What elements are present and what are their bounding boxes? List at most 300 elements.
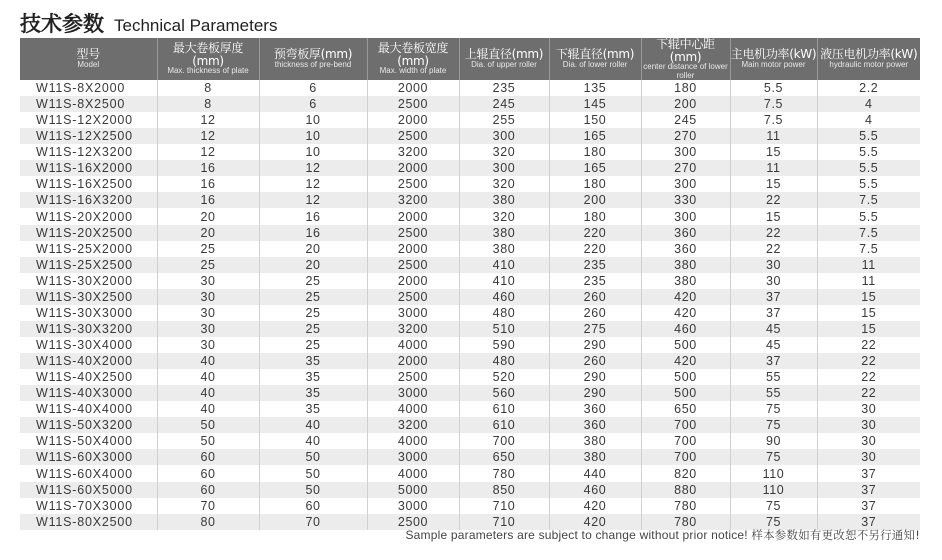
value-cell: 300 <box>641 144 730 160</box>
value-cell: 110 <box>730 465 817 481</box>
value-cell: 40 <box>157 369 259 385</box>
value-cell: 420 <box>549 498 641 514</box>
value-cell: 12 <box>157 128 259 144</box>
value-cell: 3200 <box>367 417 459 433</box>
value-cell: 16 <box>259 225 367 241</box>
value-cell: 3200 <box>367 192 459 208</box>
table-row <box>20 176 920 192</box>
value-cell: 37 <box>730 305 817 321</box>
column-header <box>641 38 730 80</box>
model-cell: W11S-16X2500 <box>20 176 157 192</box>
value-cell: 12 <box>259 192 367 208</box>
column-header-cn: 下辊中心距(mm) <box>656 37 715 64</box>
value-cell: 30 <box>817 417 920 433</box>
model-cell: W11S-60X3000 <box>20 449 157 465</box>
table-row <box>20 241 920 257</box>
column-header <box>549 38 641 80</box>
model-cell: W11S-20X2000 <box>20 208 157 224</box>
value-cell: 330 <box>641 192 730 208</box>
value-cell: 35 <box>259 353 367 369</box>
value-cell: 3200 <box>367 321 459 337</box>
value-cell: 780 <box>641 514 730 530</box>
value-cell: 245 <box>641 112 730 128</box>
value-cell: 135 <box>549 80 641 96</box>
value-cell: 37 <box>817 482 920 498</box>
value-cell: 260 <box>549 305 641 321</box>
value-cell: 75 <box>730 417 817 433</box>
table-row <box>20 321 920 337</box>
value-cell: 270 <box>641 128 730 144</box>
column-header-en: Max. width of plate <box>379 66 447 76</box>
value-cell: 45 <box>730 321 817 337</box>
value-cell: 30 <box>157 273 259 289</box>
value-cell: 235 <box>549 257 641 273</box>
value-cell: 2500 <box>367 514 459 530</box>
value-cell: 610 <box>459 417 549 433</box>
value-cell: 3000 <box>367 385 459 401</box>
model-cell: W11S-50X3200 <box>20 417 157 433</box>
table-row <box>20 465 920 481</box>
value-cell: 40 <box>259 433 367 449</box>
value-cell: 360 <box>641 225 730 241</box>
footnote <box>405 527 920 543</box>
table-row <box>20 385 920 401</box>
table-row <box>20 112 920 128</box>
value-cell: 2500 <box>367 225 459 241</box>
value-cell: 75 <box>730 498 817 514</box>
value-cell: 290 <box>549 385 641 401</box>
value-cell: 15 <box>817 321 920 337</box>
table-row <box>20 498 920 514</box>
value-cell: 16 <box>157 160 259 176</box>
value-cell: 10 <box>259 112 367 128</box>
table-row <box>20 353 920 369</box>
value-cell: 290 <box>549 369 641 385</box>
value-cell: 2000 <box>367 112 459 128</box>
value-cell: 260 <box>549 353 641 369</box>
model-cell: W11S-8X2500 <box>20 96 157 112</box>
model-cell: W11S-30X4000 <box>20 337 157 353</box>
value-cell: 2000 <box>367 160 459 176</box>
value-cell: 37 <box>817 465 920 481</box>
value-cell: 3000 <box>367 449 459 465</box>
value-cell: 37 <box>817 514 920 530</box>
model-cell: W11S-40X4000 <box>20 401 157 417</box>
value-cell: 70 <box>157 498 259 514</box>
value-cell: 7.5 <box>817 241 920 257</box>
table-row <box>20 96 920 112</box>
value-cell: 2000 <box>367 273 459 289</box>
value-cell: 480 <box>459 353 549 369</box>
column-header <box>730 38 817 80</box>
value-cell: 320 <box>459 176 549 192</box>
value-cell: 7.5 <box>730 112 817 128</box>
column-header-en: hydraulic motor power <box>829 60 909 70</box>
value-cell: 165 <box>549 128 641 144</box>
model-cell: W11S-40X2000 <box>20 353 157 369</box>
value-cell: 220 <box>549 225 641 241</box>
model-cell: W11S-12X2000 <box>20 112 157 128</box>
column-header-en: Dia. of upper roller <box>471 60 537 70</box>
value-cell: 180 <box>549 208 641 224</box>
value-cell: 8 <box>157 80 259 96</box>
technical-parameters-table <box>20 38 920 530</box>
value-cell: 5.5 <box>817 128 920 144</box>
value-cell: 25 <box>259 305 367 321</box>
value-cell: 235 <box>459 80 549 96</box>
title-english: Technical Parameters <box>114 16 278 35</box>
table-row <box>20 289 920 305</box>
value-cell: 2500 <box>367 257 459 273</box>
value-cell: 40 <box>157 385 259 401</box>
value-cell: 300 <box>459 128 549 144</box>
value-cell: 2000 <box>367 80 459 96</box>
value-cell: 30 <box>730 257 817 273</box>
value-cell: 60 <box>157 449 259 465</box>
value-cell: 20 <box>157 225 259 241</box>
value-cell: 15 <box>730 144 817 160</box>
model-cell: W11S-16X3200 <box>20 192 157 208</box>
value-cell: 2500 <box>367 176 459 192</box>
value-cell: 300 <box>641 208 730 224</box>
value-cell: 420 <box>641 289 730 305</box>
value-cell: 16 <box>157 192 259 208</box>
column-header-en: Max. thickness of plate <box>167 66 249 76</box>
value-cell: 40 <box>157 353 259 369</box>
value-cell: 320 <box>459 208 549 224</box>
value-cell: 6 <box>259 80 367 96</box>
value-cell: 7.5 <box>817 192 920 208</box>
value-cell: 30 <box>157 321 259 337</box>
value-cell: 37 <box>730 353 817 369</box>
value-cell: 50 <box>259 465 367 481</box>
value-cell: 500 <box>641 337 730 353</box>
value-cell: 255 <box>459 112 549 128</box>
column-header-en: center distance of lower roller <box>643 62 728 80</box>
value-cell: 700 <box>641 433 730 449</box>
value-cell: 440 <box>549 465 641 481</box>
value-cell: 410 <box>459 257 549 273</box>
table-row <box>20 433 920 449</box>
value-cell: 11 <box>730 128 817 144</box>
value-cell: 850 <box>459 482 549 498</box>
value-cell: 2500 <box>367 369 459 385</box>
value-cell: 22 <box>817 353 920 369</box>
column-header <box>157 38 259 80</box>
column-header-en: thickness of pre-bend <box>274 60 352 70</box>
value-cell: 11 <box>817 273 920 289</box>
value-cell: 700 <box>641 449 730 465</box>
column-header <box>817 38 920 80</box>
value-cell: 270 <box>641 160 730 176</box>
column-header-cn: 最大卷板厚度(mm) <box>172 41 244 68</box>
model-cell: W11S-70X3000 <box>20 498 157 514</box>
value-cell: 200 <box>549 192 641 208</box>
value-cell: 11 <box>730 160 817 176</box>
column-header <box>259 38 367 80</box>
table-header <box>20 38 920 80</box>
model-cell: W11S-60X4000 <box>20 465 157 481</box>
value-cell: 380 <box>459 225 549 241</box>
value-cell: 710 <box>459 514 549 530</box>
model-cell: W11S-25X2000 <box>20 241 157 257</box>
value-cell: 70 <box>259 514 367 530</box>
value-cell: 145 <box>549 96 641 112</box>
value-cell: 420 <box>641 353 730 369</box>
value-cell: 37 <box>817 498 920 514</box>
value-cell: 22 <box>730 225 817 241</box>
model-cell: W11S-8X2000 <box>20 80 157 96</box>
value-cell: 110 <box>730 482 817 498</box>
table-body <box>20 80 920 530</box>
value-cell: 4 <box>817 112 920 128</box>
column-header <box>459 38 549 80</box>
value-cell: 520 <box>459 369 549 385</box>
value-cell: 22 <box>730 241 817 257</box>
column-header-cn: 最大卷板宽度(mm) <box>377 41 449 68</box>
value-cell: 780 <box>459 465 549 481</box>
table-row <box>20 257 920 273</box>
value-cell: 55 <box>730 385 817 401</box>
table-row <box>20 482 920 498</box>
value-cell: 380 <box>641 273 730 289</box>
column-header-cn: 预弯板厚(mm) <box>273 47 353 62</box>
table-row <box>20 401 920 417</box>
value-cell: 30 <box>157 337 259 353</box>
value-cell: 360 <box>549 417 641 433</box>
value-cell: 560 <box>459 385 549 401</box>
value-cell: 360 <box>641 241 730 257</box>
value-cell: 300 <box>459 160 549 176</box>
value-cell: 3200 <box>367 144 459 160</box>
value-cell: 15 <box>730 176 817 192</box>
value-cell: 75 <box>730 449 817 465</box>
value-cell: 2000 <box>367 208 459 224</box>
value-cell: 20 <box>157 208 259 224</box>
value-cell: 2500 <box>367 96 459 112</box>
value-cell: 20 <box>259 257 367 273</box>
value-cell: 300 <box>641 176 730 192</box>
table-row <box>20 160 920 176</box>
value-cell: 75 <box>730 514 817 530</box>
page-title <box>20 8 277 36</box>
model-cell: W11S-40X3000 <box>20 385 157 401</box>
value-cell: 30 <box>730 273 817 289</box>
model-cell: W11S-30X2500 <box>20 289 157 305</box>
value-cell: 4000 <box>367 433 459 449</box>
value-cell: 4000 <box>367 465 459 481</box>
value-cell: 5.5 <box>817 144 920 160</box>
model-cell: W11S-12X3200 <box>20 144 157 160</box>
value-cell: 11 <box>817 257 920 273</box>
title-chinese: 技术参数 <box>20 12 104 36</box>
value-cell: 7.5 <box>730 96 817 112</box>
value-cell: 180 <box>549 176 641 192</box>
value-cell: 22 <box>817 385 920 401</box>
value-cell: 25 <box>157 257 259 273</box>
value-cell: 12 <box>157 112 259 128</box>
value-cell: 460 <box>641 321 730 337</box>
footnote-chinese: 样本参数如有更改恕不另行通知! <box>751 528 920 542</box>
value-cell: 460 <box>549 482 641 498</box>
value-cell: 20 <box>259 241 367 257</box>
value-cell: 22 <box>730 192 817 208</box>
value-cell: 22 <box>817 369 920 385</box>
value-cell: 3000 <box>367 305 459 321</box>
column-header-en: Main motor power <box>741 60 806 70</box>
value-cell: 150 <box>549 112 641 128</box>
column-header-cn: 上辊直径(mm) <box>464 47 544 62</box>
table-row <box>20 144 920 160</box>
table-row <box>20 449 920 465</box>
model-cell: W11S-30X3000 <box>20 305 157 321</box>
value-cell: 75 <box>730 401 817 417</box>
value-cell: 30 <box>817 449 920 465</box>
value-cell: 45 <box>730 337 817 353</box>
value-cell: 35 <box>259 401 367 417</box>
model-cell: W11S-30X3200 <box>20 321 157 337</box>
value-cell: 420 <box>549 514 641 530</box>
value-cell: 610 <box>459 401 549 417</box>
value-cell: 780 <box>641 498 730 514</box>
value-cell: 8 <box>157 96 259 112</box>
value-cell: 4 <box>817 96 920 112</box>
value-cell: 60 <box>157 482 259 498</box>
value-cell: 200 <box>641 96 730 112</box>
model-cell: W11S-80X2500 <box>20 514 157 530</box>
value-cell: 35 <box>259 369 367 385</box>
model-cell: W11S-20X2500 <box>20 225 157 241</box>
value-cell: 30 <box>157 305 259 321</box>
value-cell: 10 <box>259 144 367 160</box>
column-header-en: Dia. of lower roller <box>562 60 628 70</box>
value-cell: 6 <box>259 96 367 112</box>
value-cell: 410 <box>459 273 549 289</box>
value-cell: 180 <box>549 144 641 160</box>
value-cell: 25 <box>259 273 367 289</box>
table-row <box>20 128 920 144</box>
value-cell: 16 <box>259 208 367 224</box>
value-cell: 30 <box>157 289 259 305</box>
column-header-en: Model <box>77 60 100 70</box>
value-cell: 2500 <box>367 128 459 144</box>
column-header-cn: 液压电机功率(kW) <box>820 47 918 62</box>
value-cell: 360 <box>549 401 641 417</box>
value-cell: 650 <box>459 449 549 465</box>
value-cell: 165 <box>549 160 641 176</box>
value-cell: 50 <box>157 417 259 433</box>
table-row <box>20 305 920 321</box>
value-cell: 15 <box>730 208 817 224</box>
value-cell: 25 <box>259 321 367 337</box>
model-cell: W11S-16X2000 <box>20 160 157 176</box>
value-cell: 820 <box>641 465 730 481</box>
value-cell: 650 <box>641 401 730 417</box>
value-cell: 30 <box>817 433 920 449</box>
value-cell: 380 <box>459 241 549 257</box>
value-cell: 220 <box>549 241 641 257</box>
value-cell: 50 <box>259 449 367 465</box>
column-header-cn: 型号 <box>76 47 100 62</box>
table-row <box>20 80 920 96</box>
footnote-english: Sample parameters are subject to change without prior notice! <box>405 528 748 542</box>
value-cell: 55 <box>730 369 817 385</box>
value-cell: 380 <box>549 433 641 449</box>
value-cell: 5.5 <box>817 176 920 192</box>
value-cell: 30 <box>817 401 920 417</box>
value-cell: 380 <box>549 449 641 465</box>
value-cell: 15 <box>817 289 920 305</box>
value-cell: 380 <box>459 192 549 208</box>
value-cell: 700 <box>641 417 730 433</box>
value-cell: 500 <box>641 385 730 401</box>
value-cell: 260 <box>549 289 641 305</box>
value-cell: 5000 <box>367 482 459 498</box>
value-cell: 290 <box>549 337 641 353</box>
value-cell: 4000 <box>367 401 459 417</box>
value-cell: 5.5 <box>730 80 817 96</box>
value-cell: 4000 <box>367 337 459 353</box>
value-cell: 2.2 <box>817 80 920 96</box>
value-cell: 510 <box>459 321 549 337</box>
model-cell: W11S-25X2500 <box>20 257 157 273</box>
value-cell: 60 <box>157 465 259 481</box>
value-cell: 40 <box>157 401 259 417</box>
value-cell: 25 <box>259 289 367 305</box>
value-cell: 22 <box>817 337 920 353</box>
value-cell: 180 <box>641 80 730 96</box>
value-cell: 710 <box>459 498 549 514</box>
value-cell: 25 <box>259 337 367 353</box>
model-cell: W11S-30X2000 <box>20 273 157 289</box>
value-cell: 2000 <box>367 353 459 369</box>
value-cell: 16 <box>157 176 259 192</box>
table-row <box>20 369 920 385</box>
value-cell: 10 <box>259 128 367 144</box>
model-cell: W11S-50X4000 <box>20 433 157 449</box>
value-cell: 3000 <box>367 498 459 514</box>
table-row <box>20 417 920 433</box>
value-cell: 50 <box>259 482 367 498</box>
value-cell: 880 <box>641 482 730 498</box>
table-row <box>20 273 920 289</box>
value-cell: 500 <box>641 369 730 385</box>
value-cell: 25 <box>157 241 259 257</box>
value-cell: 5.5 <box>817 208 920 224</box>
value-cell: 80 <box>157 514 259 530</box>
table-row <box>20 337 920 353</box>
value-cell: 320 <box>459 144 549 160</box>
header-row <box>20 38 920 80</box>
column-header <box>367 38 459 80</box>
value-cell: 480 <box>459 305 549 321</box>
value-cell: 2500 <box>367 289 459 305</box>
value-cell: 380 <box>641 257 730 273</box>
value-cell: 700 <box>459 433 549 449</box>
value-cell: 12 <box>157 144 259 160</box>
value-cell: 590 <box>459 337 549 353</box>
value-cell: 15 <box>817 305 920 321</box>
value-cell: 12 <box>259 176 367 192</box>
value-cell: 12 <box>259 160 367 176</box>
value-cell: 235 <box>549 273 641 289</box>
column-header-cn: 主电机功率(kW) <box>730 47 817 62</box>
column-header <box>20 38 157 80</box>
column-header-cn: 下辊直径(mm) <box>555 47 635 62</box>
value-cell: 90 <box>730 433 817 449</box>
table-row <box>20 208 920 224</box>
value-cell: 40 <box>259 417 367 433</box>
